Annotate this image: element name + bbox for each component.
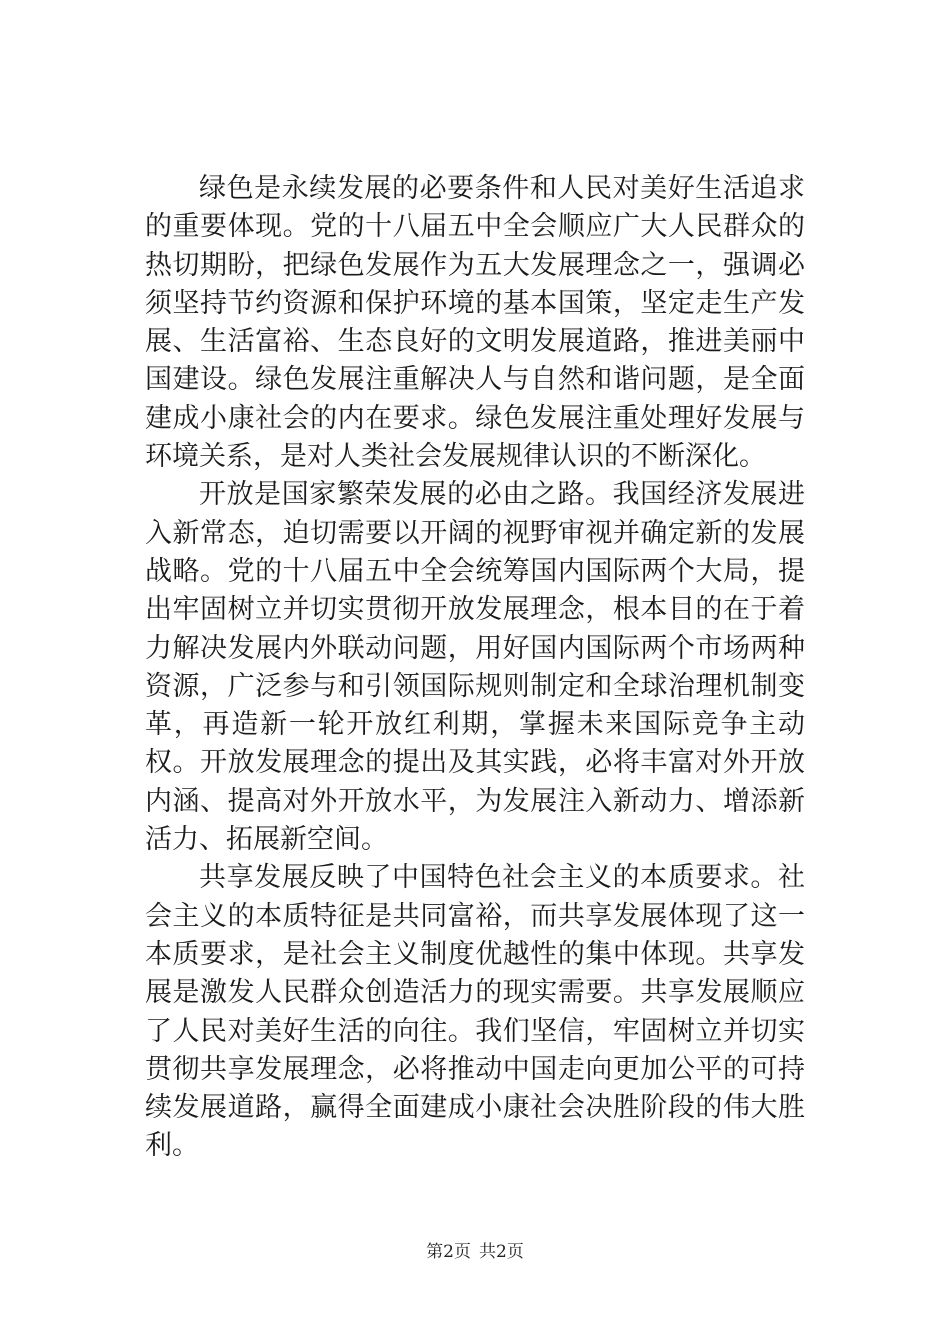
paragraph-green-development: 绿色是永续发展的必要条件和人民对美好生活追求的重要体现。党的十八届五中全会顺应广大人民群众的热切期盼，把绿色发展作为五大发展理念之一，强调必须坚持节约资源和保护环境的基本国策，坚定走生产发展、生活富裕、生态良好的文明发展道路，推进美丽中国建设。绿色发展注重解决人与自然和谐问题，是全面建成小康社会的内在要求。绿色发展注重处理好发展与环境关系，是对人类社会发展规律认识的不断深化。 [145, 173, 805, 473]
paragraph-shared-development: 共享发展反映了中国特色社会主义的本质要求。社会主义的本质特征是共同富裕，而共享发展体现了这一本质要求，是社会主义制度优越性的集中体现。共享发展是激发人民群众创造活力的现实需要。共享发展顺应了人民对美好生活的向往。我们坚信，牢固树立并切实贯彻共享发展理念，必将推动中国走向更加公平的可持续发展道路，赢得全面建成小康社会决胜阶段的伟大胜利。 [145, 862, 805, 1162]
page-number-total: 共2页 [479, 1242, 524, 1262]
document-body [145, 170, 805, 1166]
page-number-current: 第2页 [426, 1242, 471, 1262]
page-footer [0, 1240, 950, 1264]
paragraph-open-development: 开放是国家繁荣发展的必由之路。我国经济发展进入新常态，迫切需要以开阔的视野审视并确定新的发展战略。党的十八届五中全会统筹国内国际两个大局，提出牢固树立并切实贯彻开放发展理念，根本目的在于着力解决发展内外联动问题，用好国内国际两个市场两种资源，广泛参与和引领国际规则制定和全球治理机制变革，再造新一轮开放红利期，掌握未来国际竞争主动权。开放发展理念的提出及其实践，必将丰富对外开放内涵、提高对外开放水平，为发展注入新动力、增添新活力、拓展新空间。 [145, 479, 805, 856]
